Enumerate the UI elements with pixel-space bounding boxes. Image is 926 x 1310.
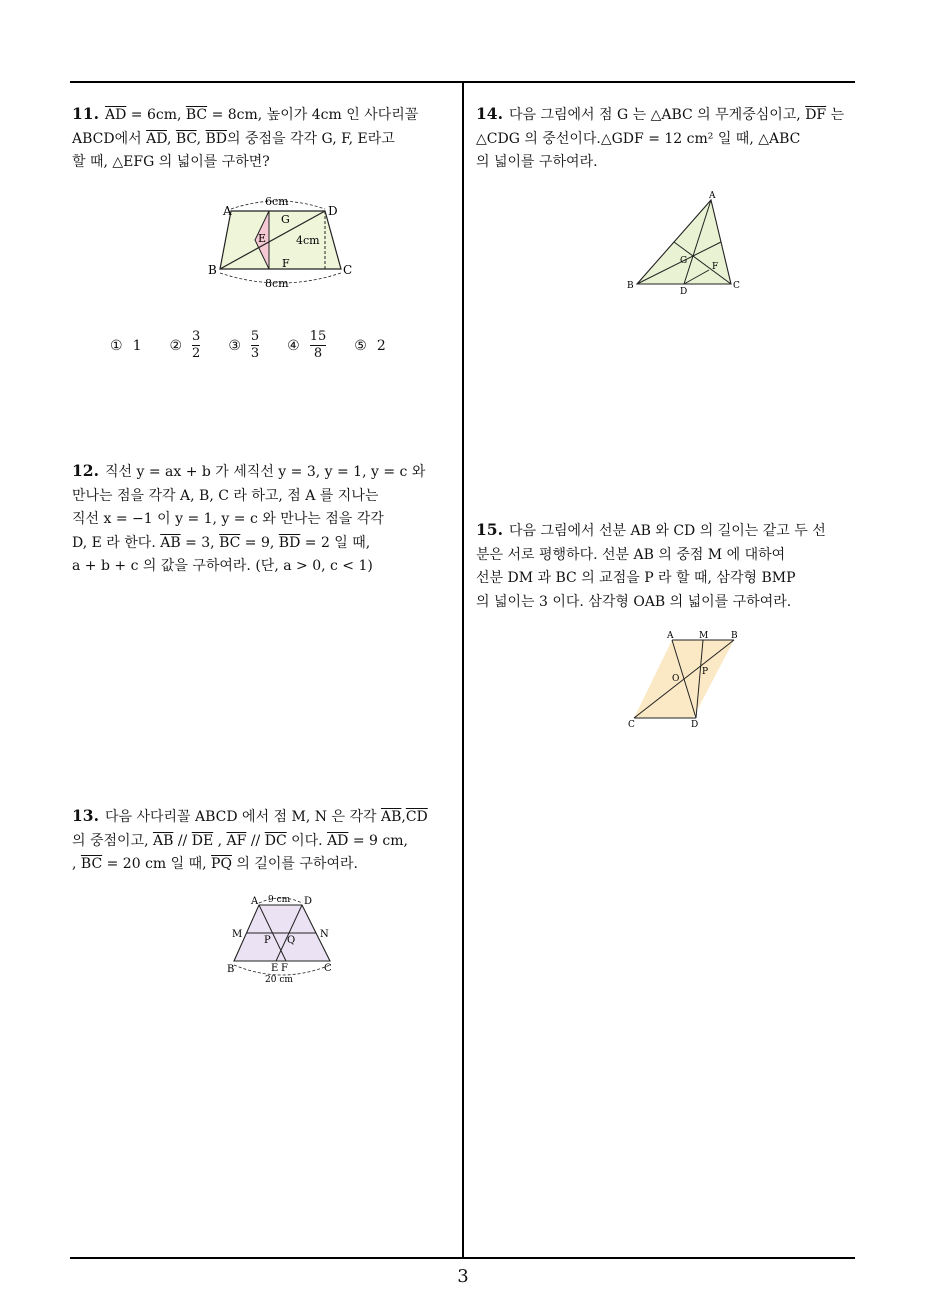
choice-4[interactable] [287,330,326,361]
label-m: M [699,631,709,641]
text-span: = 3, [180,534,220,551]
choice-1[interactable] [110,338,141,354]
label-b: B [208,263,217,277]
label-c: C [343,263,353,277]
question-11 [72,102,456,175]
label-a: A [709,191,716,201]
choice-number: ⑤ [354,337,367,354]
segment-ad: $\overline{AD}$ [146,130,167,147]
segment-de: $\overline{DE}$ [191,832,214,849]
text-span: 다음 그림에서 선분 AB 와 CD 의 길이는 같고 두 선 [508,523,826,539]
text-span: = 6cm, [126,107,186,123]
column-divider [462,81,464,1258]
fraction [192,330,200,361]
segment-bc: $\overline{BC}$ [175,130,197,147]
segment-ab: $\overline{AB}$ [160,534,181,551]
figure-q13-trapezoid [226,893,341,988]
denominator: 8 [313,346,323,361]
segment-af: $\overline{AF}$ [226,832,247,849]
text-span: // [173,832,192,849]
segment-ad: $\overline{AD}$ [327,832,349,849]
label-n: N [320,929,329,940]
denominator: 2 [192,346,201,361]
question-14 [476,102,860,175]
label-m: M [232,929,243,940]
label-d: D [304,896,313,907]
label-d: D [680,287,688,297]
text-span: = 20 cm 일 때, [102,856,212,872]
text-span: 다음 사다리꼴 ABCD 에서 점 M, N 은 각각 [104,809,381,825]
text-span: // [246,832,265,849]
segment-ab: $\overline{AB}$ [380,809,402,825]
choice-value: 2 [376,337,386,354]
q11-choices [110,330,414,361]
text-span: , [213,832,227,849]
text-span: = 8cm, 높이가 4cm 인 사다리꼴 [207,107,419,123]
segment-cd: $\overline{CD}$ [405,809,428,825]
text-span: △CDG 의 중선이다.△GDF = 12 cm² 일 때, △ABC [476,130,801,147]
question-13 [72,804,456,877]
question-number: 12. [72,461,99,480]
text-span: = 9, [240,534,279,551]
text-span: , [196,130,206,147]
label-q: Q [287,935,296,946]
choice-3[interactable] [228,330,259,361]
text-span: = 2 일 때, [300,534,371,551]
text-span: 직선 x = −1 이 y = 1, y = c 와 만나는 점을 각각 [72,511,384,527]
text-span: 이다. [286,832,328,849]
fraction [251,330,259,361]
label-b: B [227,964,235,975]
text-span: 의 중점을 각각 G, F, E라고 [227,130,395,147]
text-span: 직선 y = ax + b 가 세직선 y = 3, y = 1, y = c 와 [104,464,426,480]
choice-number: ④ [287,337,300,354]
question-number: 13. [72,806,99,825]
label-top-length: 9 cm [268,895,291,905]
question-11-text [72,102,456,175]
text-span: ABCD에서 [72,130,147,147]
label-height: 4cm [296,234,320,247]
label-e: E [271,963,279,974]
segment-df: $\overline{DF}$ [805,107,827,123]
fraction [310,330,327,361]
label-c: C [733,281,740,291]
question-13-text [72,804,456,877]
choice-5[interactable] [354,338,385,354]
numerator: 3 [192,329,201,344]
numerator: 15 [309,329,327,344]
label-bottom-length: 8cm [265,277,289,290]
text-span: 분은 서로 평행하다. 선분 AB 의 중점 M 에 대하여 [476,546,786,563]
choice-number: ② [169,337,183,354]
segment-bc: $\overline{BC}$ [219,534,241,551]
segment-bc: $\overline{BC}$ [80,856,103,872]
label-a: A [667,631,674,641]
segment-bd: $\overline{BD}$ [205,130,228,147]
segment-dc: $\overline{DC}$ [264,832,287,849]
label-g: G [680,256,688,266]
label-o: O [672,674,680,684]
question-12-text [72,459,456,579]
label-bottom-length: 20 cm [265,975,293,985]
label-d: D [328,204,338,218]
choice-2[interactable] [169,330,200,361]
label-d: D [691,720,699,730]
question-12 [72,459,456,579]
text-span: = 9 cm, [348,832,408,849]
question-15 [476,518,860,614]
segment-bc: $\overline{BC}$ [185,107,208,123]
text-span: 의 넓이는 3 이다. 삼각형 OAB 의 넓이를 구하여라. [476,593,792,610]
figure-q11-trapezoid [205,193,355,293]
question-14-text [476,102,860,175]
label-a: A [223,204,232,218]
question-15-text [476,518,860,614]
text-span: D, E 라 한다. [72,534,161,551]
question-number: 15. [476,520,503,539]
text-span: 는 [826,107,845,123]
text-span: , [72,856,81,872]
choice-number: ③ [228,337,241,354]
segment-pq: $\overline{PQ}$ [211,856,232,872]
denominator: 3 [250,346,260,361]
question-number: 14. [476,104,503,123]
label-c: C [324,963,332,974]
bottom-rule [70,1257,855,1259]
label-p: P [264,935,271,946]
segment-ab: $\overline{AB}$ [152,832,174,849]
choice-number: ① [110,337,123,354]
page-number: 3 [457,1266,469,1287]
label-b: B [731,631,738,641]
label-p: P [702,667,709,677]
question-number: 11. [72,104,99,123]
label-f: F [282,257,290,270]
text-span: 의 길이를 구하여라. [231,856,358,872]
text-span: 만나는 점을 각각 A, B, C 라 하고, 점 A 를 지나는 [72,487,379,504]
text-span: 의 넓이를 구하여라. [476,154,598,170]
text-span: 선분 DM 과 BC 의 교점을 P 라 할 때, 삼각형 BMP [476,570,796,586]
text-span: 의 중점이고, [72,832,153,849]
text-span: 할 때, △EFG 의 넓이를 구하면? [72,154,270,170]
segment-ad: $\overline{AD}$ [104,107,127,123]
label-c: C [628,720,635,730]
label-g: G [281,213,290,226]
label-e: E [258,232,267,245]
choice-value: 1 [132,337,142,354]
text-span: a + b + c 의 값을 구하여라. (단, a > 0, c < 1) [72,558,373,574]
text-span: , [401,809,406,825]
text-span: , [166,130,176,147]
segment-bd: $\overline{BD}$ [278,534,301,551]
label-f: F [281,963,288,974]
numerator: 5 [250,329,260,344]
label-b: B [627,281,634,291]
label-a: A [251,896,259,907]
figure-q14-triangle [623,188,748,298]
figure-q15-parallel-segments [624,628,749,733]
label-f: F [712,262,719,272]
label-top-length: 6cm [265,195,289,208]
text-span: 다음 그림에서 점 G 는 △ABC 의 무게중심이고, [508,107,806,123]
